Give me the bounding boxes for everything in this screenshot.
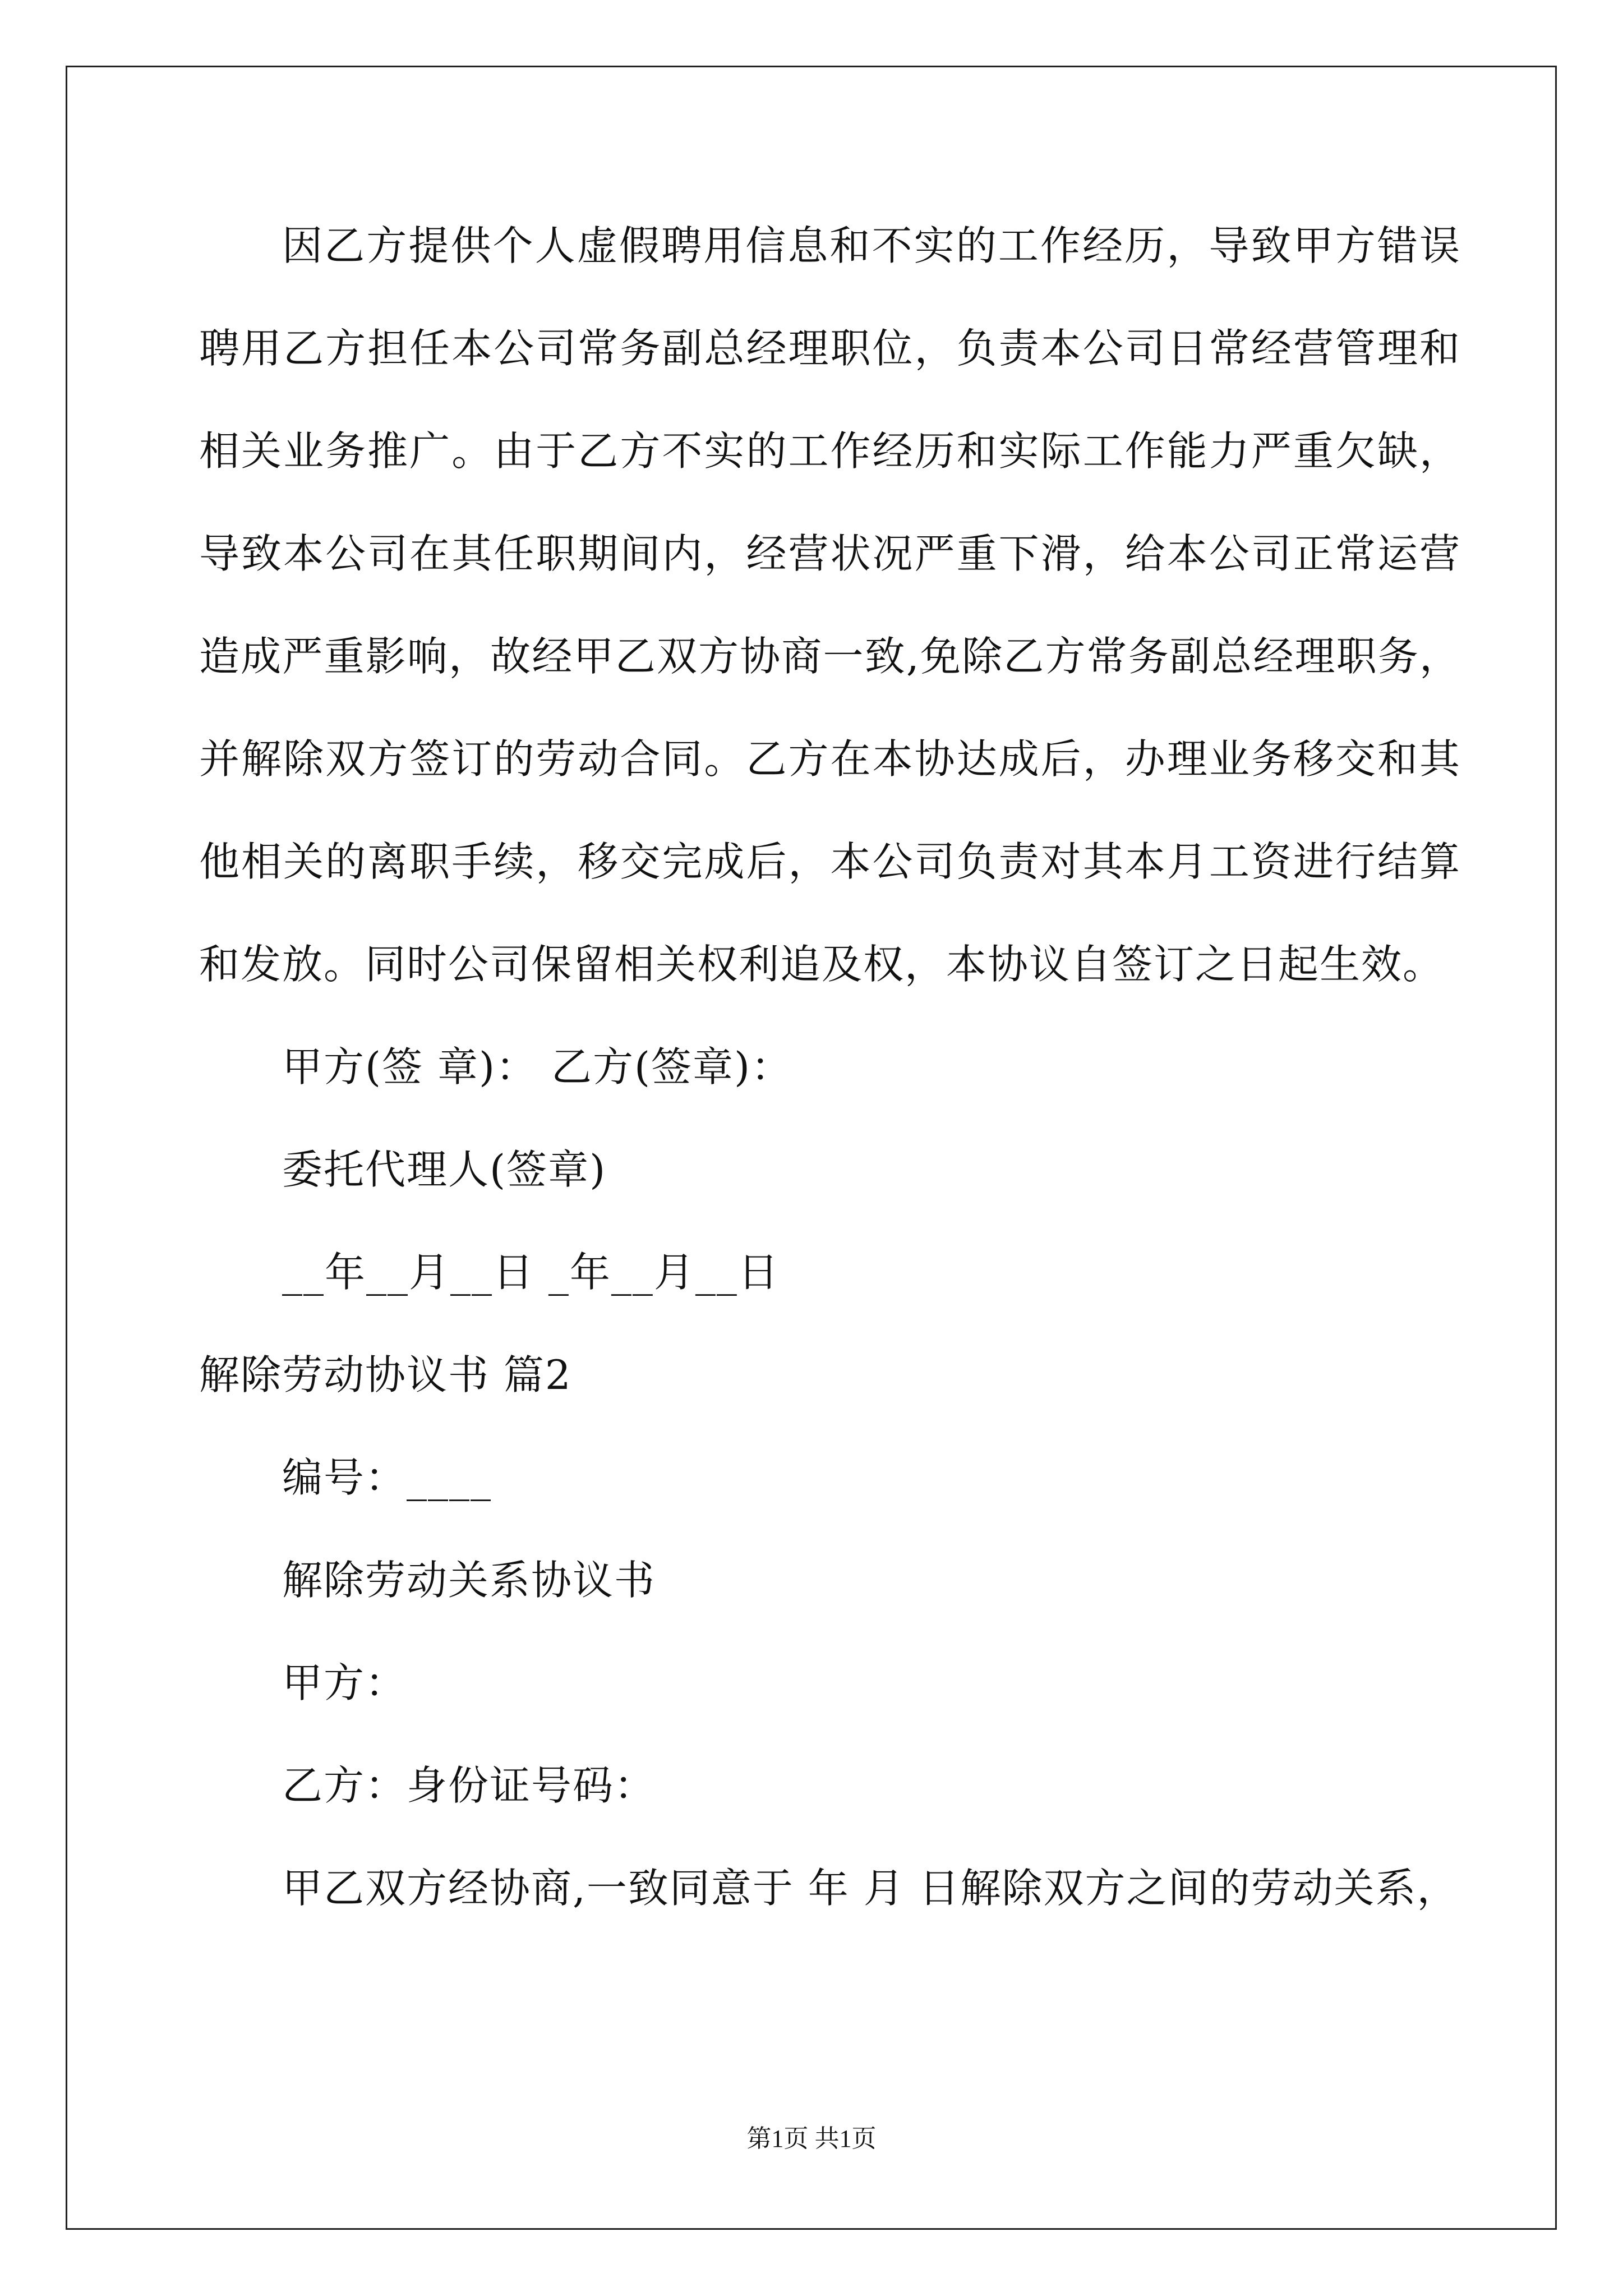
paragraph-line: 造成严重影响，故经甲乙双方协商一致,免除乙方常务副总经理职务，	[199, 633, 1461, 680]
paragraph-line: 聘用乙方担任本公司常务副总经理职位，负责本公司日常经营管理和	[199, 325, 1461, 372]
agent-signature-line: 委托代理人(签章)	[282, 1146, 607, 1193]
paragraph-line: 和发放。同时公司保留相关权利追及权，本协议自签订之日起生效。	[199, 941, 1445, 988]
paragraph-line: 因乙方提供个人虚假聘用信息和不实的工作经历，导致甲方错误	[282, 222, 1461, 269]
paragraph-line: 他相关的离职手续，移交完成后，本公司负责对其本月工资进行结算	[199, 838, 1461, 885]
paragraph-line: 并解除双方签订的劳动合同。乙方在本协达成后，办理业务移交和其	[199, 735, 1461, 783]
paragraph-line: 导致本公司在其任职期间内，经营状况严重下滑，给本公司正常运营	[199, 530, 1461, 577]
section-heading: 解除劳动协议书 篇2	[199, 1351, 572, 1398]
agreement-line: 甲乙双方经协商,一致同意于 年 月 日解除双方之间的劳动关系，	[282, 1865, 1459, 1912]
date-line: __年__月__日 _年__月__日	[282, 1249, 780, 1296]
party-b-line: 乙方：身份证号码：	[282, 1762, 656, 1809]
party-a-line: 甲方：	[282, 1659, 407, 1706]
document-number: 编号：____	[282, 1454, 492, 1501]
page-footer: 第1页 共1页	[746, 2125, 877, 2152]
paragraph-line: 相关业务推广。由于乙方不实的工作经历和实际工作能力严重欠缺，	[199, 427, 1461, 475]
signature-line: 甲方(签 章)： 乙方(签章)：	[282, 1043, 793, 1091]
document-title: 解除劳动关系协议书	[282, 1557, 656, 1604]
